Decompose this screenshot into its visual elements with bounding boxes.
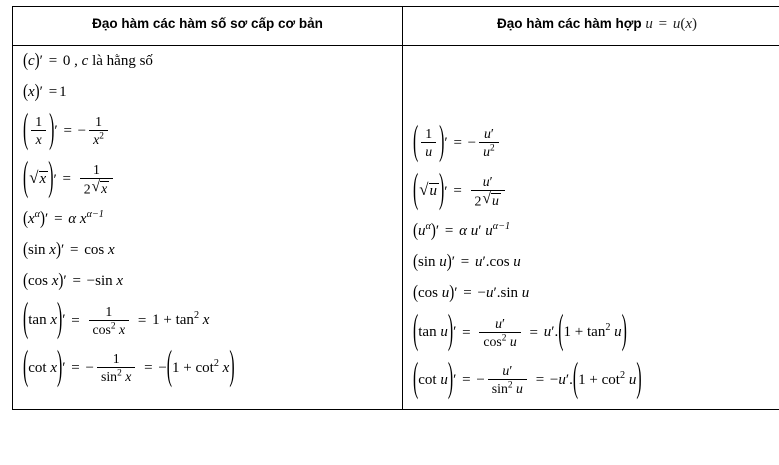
formula-tan-u: (tan u)′ = $\frac{u'}{\cos^2 u}$ = $u'.(1 + \tan^2 u)$ — [413, 317, 779, 349]
header-composite-math: u = u(x) — [645, 16, 697, 32]
table-header-row — [13, 7, 779, 46]
formula-one-over-u: ( $\frac{1}{u}$ )′ = − $\frac{u'}{u^2}$ — [413, 128, 779, 160]
header-composite-label: Đạo hàm các hàm hợp — [497, 16, 645, 31]
basic-derivatives-cell — [13, 46, 403, 410]
header-composite-derivatives — [403, 7, 779, 46]
formula-x: (x)′ = 1 — [23, 85, 392, 100]
formula-cos-u: (cos u)′ = −u′.sin u — [413, 286, 779, 301]
formula-sqrt-u: ( √ u )′ = $\frac{u'}{2 √ u}$ — [413, 176, 779, 209]
basic-formula-list — [23, 54, 392, 385]
formula-sheet — [0, 6, 779, 465]
formula-tan-x: (tan x)′ = $\frac{1}{\cos^2 x}$ = $1 + \tan^2 x$ — [23, 305, 392, 337]
formula-u-alpha: $(u^\alpha)' = \alpha$ u′ $u^{\alpha-1}$ — [413, 224, 779, 239]
header-basic-label: Đạo hàm các hàm số sơ cấp cơ bản — [92, 16, 323, 31]
formula-sin-u: (sin u)′ = u′.cos u — [413, 255, 779, 270]
formula-sqrt-x: ( √ x )′ = $\frac{1}{2 √ x}$ — [23, 164, 392, 197]
formula-const: (c)′ = 0 , c là hằng số — [23, 54, 392, 69]
derivatives-table — [12, 6, 779, 410]
formula-cot-x: (cot x)′ = − $\frac{1}{\sin^2 x}$ = $-(1 + \cot^2 x)$ — [23, 353, 392, 385]
table-body — [13, 46, 779, 410]
composite-formula-list — [413, 128, 779, 397]
formula-one-over-x: ( $\frac{1}{x}$ )′ = − $\frac{1}{x^2}$ — [23, 116, 392, 148]
formula-cot-u: (cot u)′ = − $\frac{u'}{\sin^2 u}$ = $-u'.(1 + \cot^2 u)$ — [413, 365, 779, 397]
header-basic-derivatives — [13, 7, 403, 46]
table-content-row — [13, 46, 779, 410]
table-head — [13, 7, 779, 46]
formula-x-alpha: $(x^\alpha)' = \alpha$ $x^{\alpha-1}$ — [23, 212, 392, 227]
formula-cos-x: (cos x)′ = −sin x — [23, 274, 392, 289]
composite-derivatives-cell — [403, 46, 779, 410]
formula-sin-x: (sin x)′ = cos x — [23, 243, 392, 258]
